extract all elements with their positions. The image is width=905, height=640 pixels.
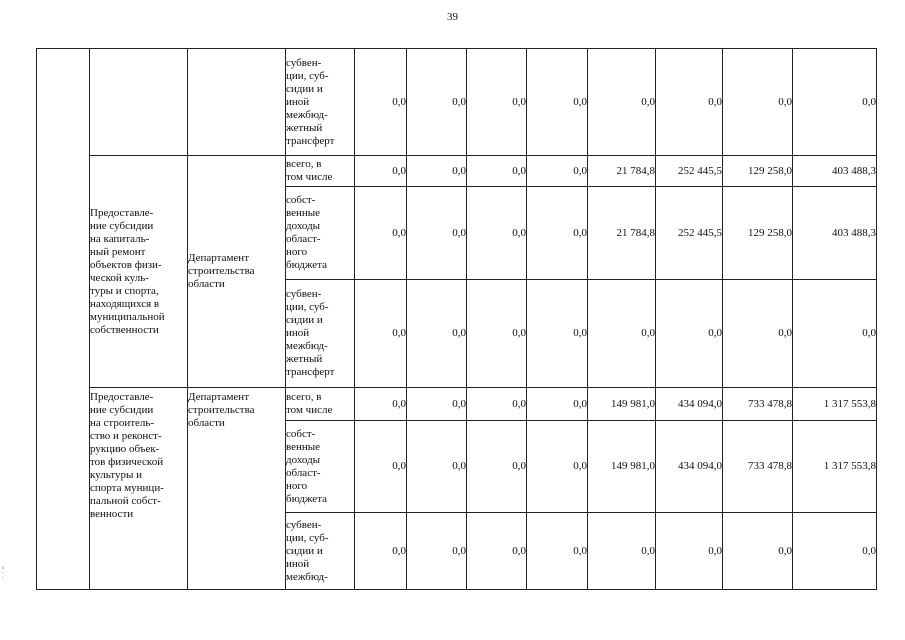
value-cell: 0,0 <box>723 280 793 388</box>
value-cell: 0,0 <box>793 49 877 156</box>
value-cell: 0,0 <box>467 187 527 280</box>
value-cell: 0,0 <box>723 49 793 156</box>
value-cell: 0,0 <box>793 513 877 590</box>
value-cell: 1 317 553,8 <box>793 388 877 421</box>
funding-source-cell: всего, в том числе <box>286 156 355 187</box>
value-cell: 0,0 <box>527 280 588 388</box>
value-cell: 0,0 <box>407 156 467 187</box>
value-cell: 0,0 <box>588 513 656 590</box>
value-cell: 0,0 <box>656 280 723 388</box>
value-cell: 21 784,8 <box>588 187 656 280</box>
value-cell: 21 784,8 <box>588 156 656 187</box>
value-cell: 0,0 <box>467 49 527 156</box>
value-cell: 0,0 <box>355 156 407 187</box>
value-cell: 0,0 <box>407 187 467 280</box>
value-cell: 129 258,0 <box>723 187 793 280</box>
value-cell: 252 445,5 <box>656 187 723 280</box>
value-cell: 0,0 <box>527 187 588 280</box>
value-cell: 149 981,0 <box>588 421 656 513</box>
value-cell: 0,0 <box>656 49 723 156</box>
value-cell: 733 478,8 <box>723 421 793 513</box>
funding-source-cell: всего, в том числе <box>286 388 355 421</box>
value-cell: 0,0 <box>656 513 723 590</box>
value-cell: 434 094,0 <box>656 388 723 421</box>
value-cell: 0,0 <box>588 49 656 156</box>
table-row <box>37 156 877 187</box>
value-cell: 0,0 <box>407 421 467 513</box>
value-cell: 0,0 <box>527 388 588 421</box>
value-cell: 0,0 <box>527 513 588 590</box>
value-cell: 0,0 <box>527 156 588 187</box>
value-cell: 0,0 <box>527 49 588 156</box>
index-column-cell <box>37 49 90 590</box>
department-cell: Департамент строительства области <box>188 388 286 590</box>
value-cell: 0,0 <box>467 421 527 513</box>
funding-source-cell: собст- венные доходы област- ного бюджета <box>286 187 355 280</box>
funding-source-cell: собст- венные доходы област- ного бюджета <box>286 421 355 513</box>
value-cell: 434 094,0 <box>656 421 723 513</box>
funding-source-cell: субвен- ции, суб- сидии и иной межбюд- жетный трансферт <box>286 280 355 388</box>
table-row <box>37 388 877 421</box>
value-cell: 0,0 <box>355 187 407 280</box>
value-cell: 403 488,3 <box>793 156 877 187</box>
value-cell: 0,0 <box>793 280 877 388</box>
value-cell: 0,0 <box>355 421 407 513</box>
measure-name-cell: Предоставле- ние субсидии на строитель- ство и реконст- рукцию объек- тов физической культуры и спорта муници- пальной собст- венности <box>90 388 188 590</box>
value-cell: 0,0 <box>407 388 467 421</box>
measure-name-cell <box>90 49 188 156</box>
value-cell: 0,0 <box>588 280 656 388</box>
value-cell: 733 478,8 <box>723 388 793 421</box>
funding-source-cell: субвен- ции, суб- сидии и иной межбюд- <box>286 513 355 590</box>
margin-mark: s : : <box>2 566 4 581</box>
page-number: 39 <box>447 11 458 23</box>
value-cell: 0,0 <box>355 513 407 590</box>
value-cell: 403 488,3 <box>793 187 877 280</box>
value-cell: 0,0 <box>467 388 527 421</box>
value-cell: 149 981,0 <box>588 388 656 421</box>
value-cell: 0,0 <box>355 280 407 388</box>
value-cell: 0,0 <box>467 513 527 590</box>
value-cell: 0,0 <box>467 156 527 187</box>
value-cell: 129 258,0 <box>723 156 793 187</box>
department-cell: Департамент строительства области <box>188 156 286 388</box>
value-cell: 1 317 553,8 <box>793 421 877 513</box>
value-cell: 0,0 <box>527 421 588 513</box>
value-cell: 0,0 <box>407 513 467 590</box>
value-cell: 0,0 <box>355 49 407 156</box>
funding-source-cell: субвен- ции, суб- сидии и иной межбюд- жетный трансферт <box>286 49 355 156</box>
value-cell: 0,0 <box>355 388 407 421</box>
measure-name-cell: Предоставле- ние субсидии на капиталь- ный ремонт объектов физи- ческой куль- туры и спорта, находящихся в муниципальной собственности <box>90 156 188 388</box>
value-cell: 0,0 <box>407 280 467 388</box>
value-cell: 0,0 <box>407 49 467 156</box>
table-row <box>37 49 877 156</box>
value-cell: 252 445,5 <box>656 156 723 187</box>
department-cell <box>188 49 286 156</box>
budget-table <box>36 48 877 590</box>
value-cell: 0,0 <box>723 513 793 590</box>
value-cell: 0,0 <box>467 280 527 388</box>
